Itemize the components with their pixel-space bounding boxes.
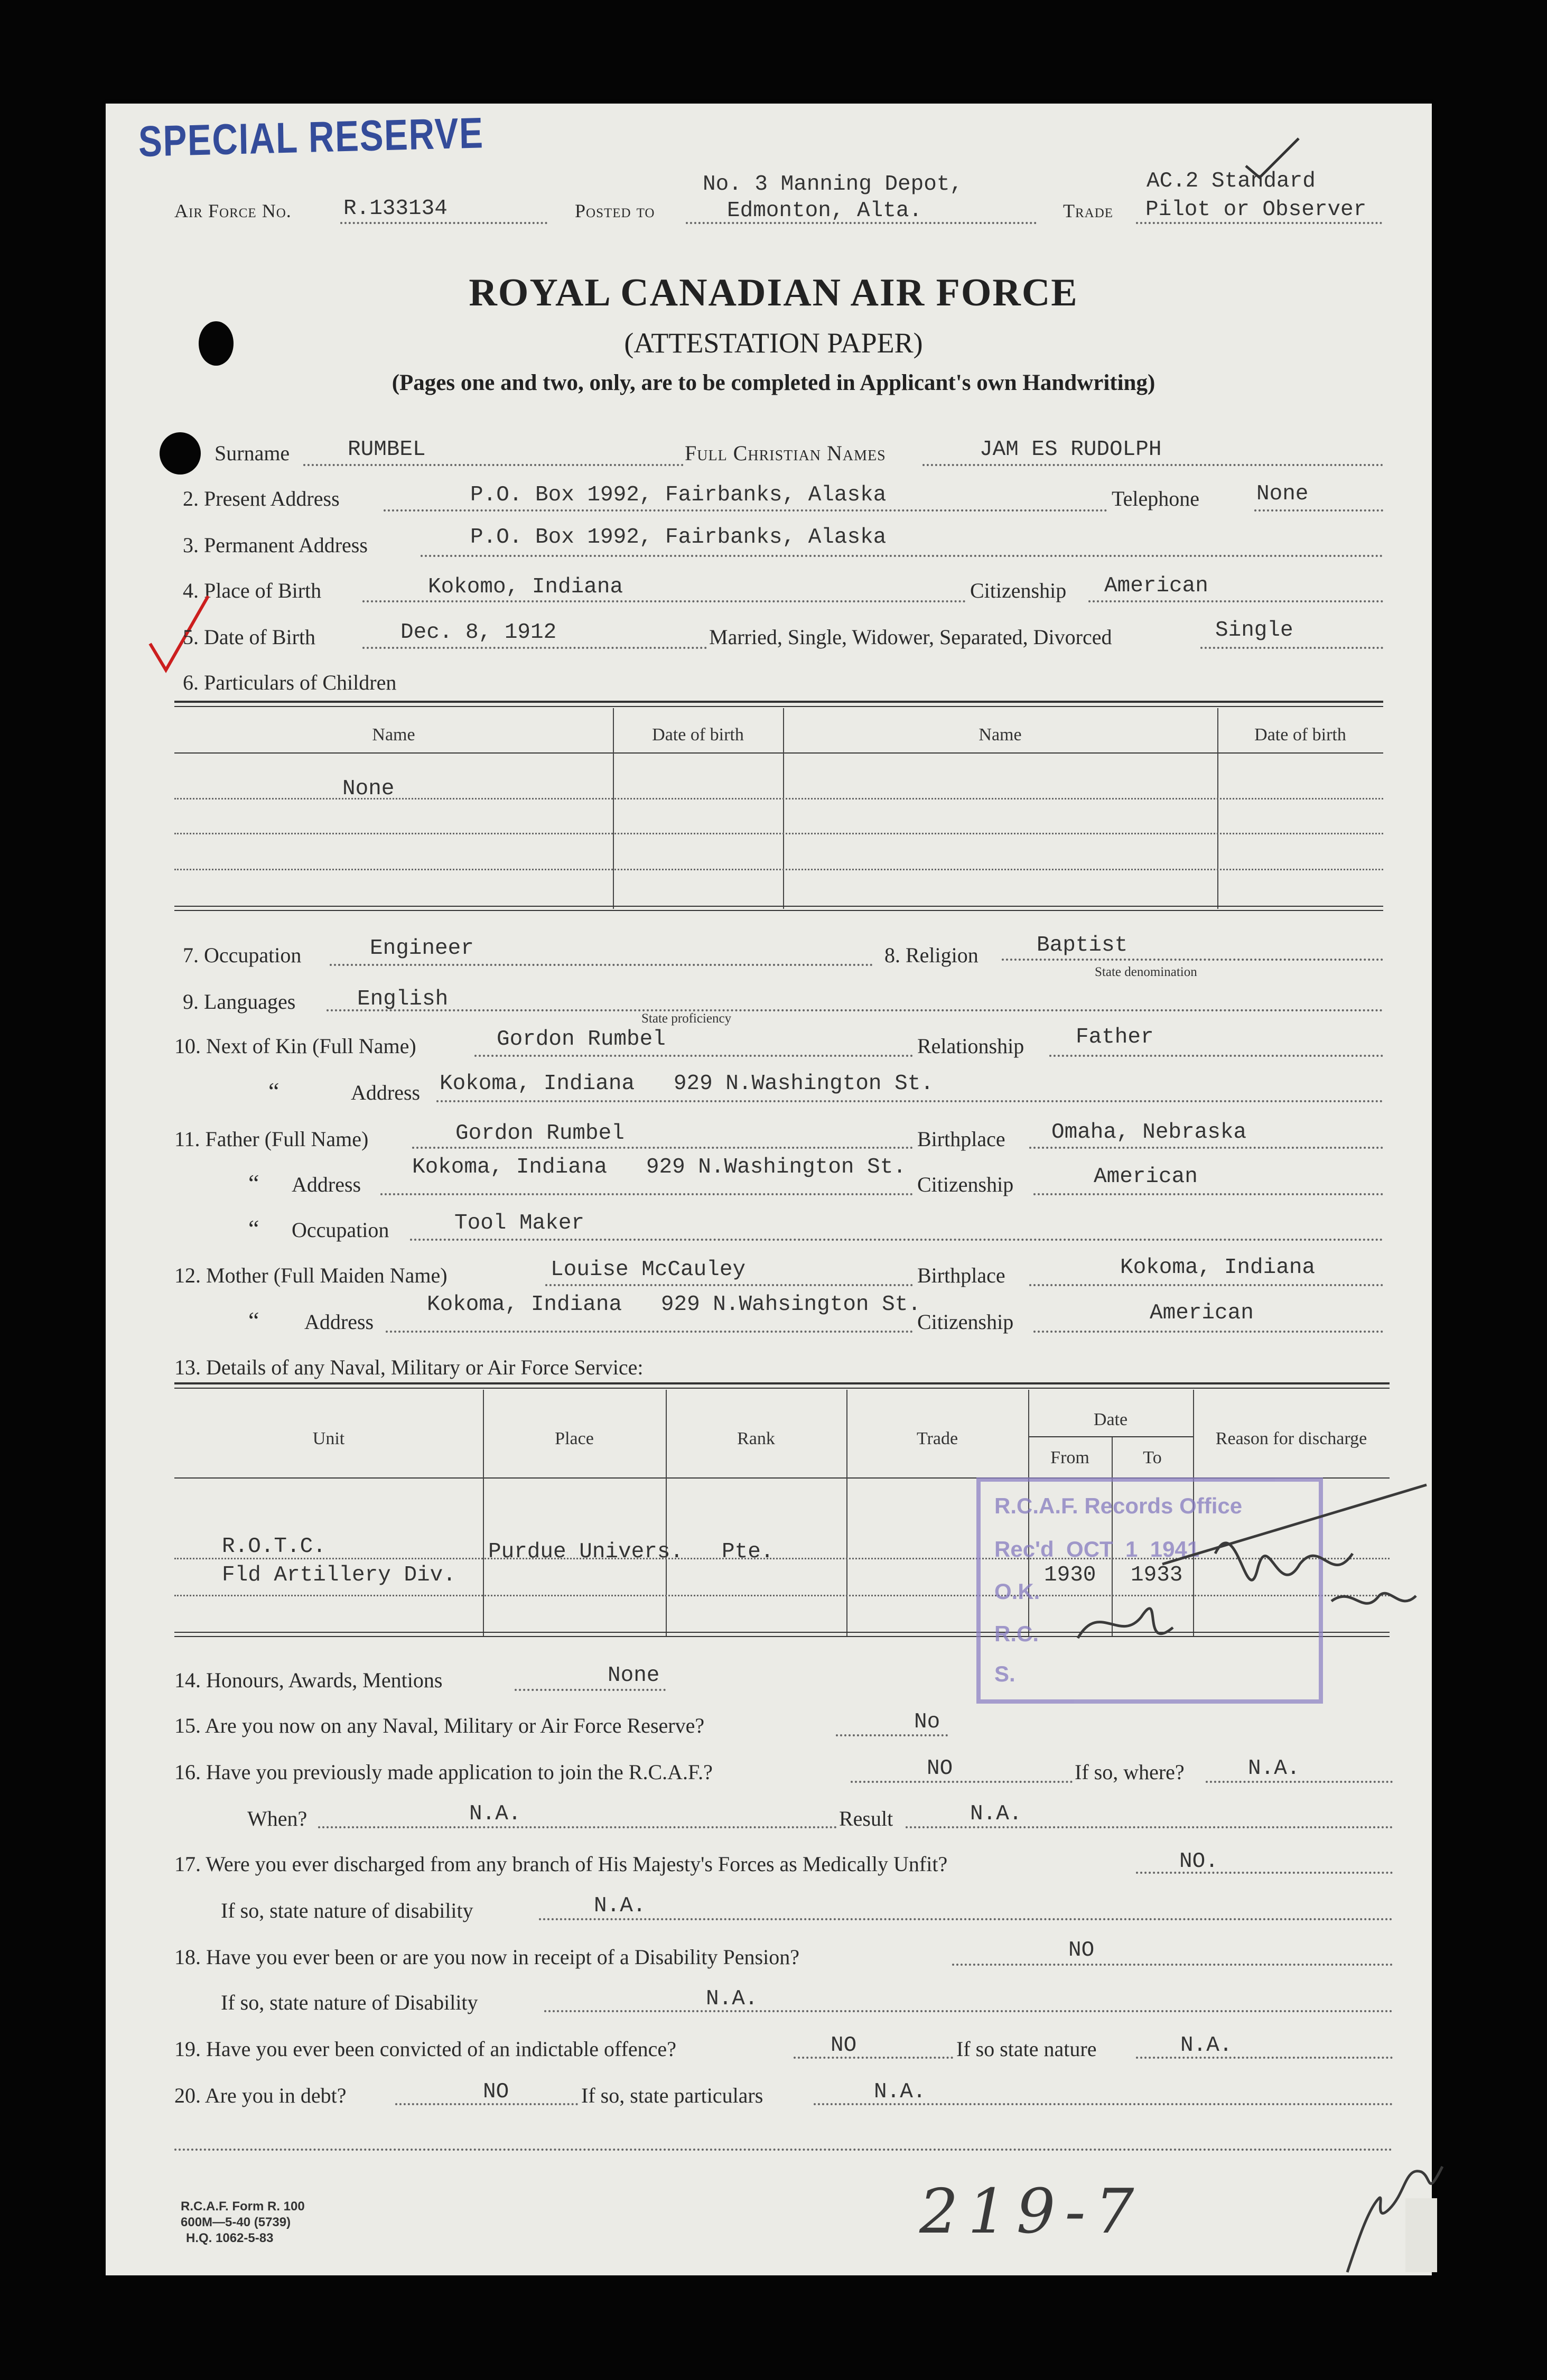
father-occupation-label: Occupation	[292, 1218, 389, 1242]
telephone-label: Telephone	[1112, 487, 1200, 510]
service-table-top2	[174, 1388, 1390, 1389]
service-header-date: Date	[1093, 1410, 1128, 1429]
children-row-line-1	[174, 798, 1383, 799]
special-reserve-stamp: SPECIAL RESERVE	[138, 109, 484, 166]
trade-label: Trade	[1063, 200, 1114, 221]
christian-names-line	[922, 464, 1383, 466]
records-stamp-line1: R.C.A.F. Records Office	[994, 1493, 1243, 1518]
q20-particulars-line	[814, 2103, 1393, 2105]
service-header-rank: Rank	[737, 1429, 775, 1448]
service-unit-line1: R.O.T.C.	[222, 1535, 326, 1559]
service-header-to: To	[1143, 1448, 1162, 1467]
permanent-address-value: P.O. Box 1992, Fairbanks, Alaska	[470, 525, 887, 550]
permanent-address-label: 3. Permanent Address	[183, 533, 368, 557]
records-stamp-line3: O.K.	[994, 1579, 1040, 1604]
service-col-divider-3	[846, 1390, 847, 1636]
records-stamp-line2: Rec'd OCT 1 1941	[994, 1537, 1200, 1561]
records-stamp-line4: R.C.	[994, 1621, 1039, 1646]
father-occupation-value: Tool Maker	[454, 1211, 585, 1235]
q14-answer: None	[608, 1663, 660, 1688]
children-header-dob-1: Date of birth	[652, 725, 744, 745]
form-title: ROYAL CANADIAN AIR FORCE	[469, 271, 1078, 314]
citizenship-value: American	[1104, 574, 1208, 598]
children-row-line-2	[174, 833, 1383, 834]
form-instruction: (Pages one and two, only, are to be completed in Applicant's own Handwriting)	[392, 370, 1155, 395]
father-name-value: Gordon Rumbel	[455, 1121, 625, 1146]
q16-when-answer: N.A.	[469, 1802, 521, 1826]
father-occupation-line	[410, 1239, 1383, 1241]
air-force-no-label: Air Force No.	[174, 200, 292, 221]
children-header-name-1: Name	[372, 725, 415, 745]
q15-line	[836, 1734, 948, 1736]
relationship-label: Relationship	[917, 1034, 1024, 1058]
christian-names-label: Full Christian Names	[685, 441, 886, 465]
trade-line2: Pilot or Observer	[1145, 198, 1367, 222]
service-rank: Pte.	[722, 1540, 774, 1564]
q20-particulars-label: If so, state particulars	[581, 2084, 763, 2107]
children-table-top	[174, 701, 1383, 703]
service-place: Purdue Univers.	[488, 1540, 684, 1564]
q18-disability-line	[544, 2010, 1393, 2012]
date-of-birth-line	[362, 647, 707, 649]
q20-particulars-answer: N.A.	[874, 2080, 926, 2104]
present-address-line	[384, 509, 1107, 512]
permanent-address-line	[421, 555, 1383, 557]
marital-status-value: Single	[1215, 618, 1293, 643]
service-header-unit: Unit	[312, 1429, 345, 1448]
mother-name-value: Louise McCauley	[551, 1258, 746, 1282]
q17-disability-line	[539, 1918, 1393, 1920]
check-mark-icon	[1241, 134, 1304, 182]
form-number-line2: 600M—5-40 (5739)	[181, 2215, 291, 2229]
children-table-top2	[174, 706, 1383, 707]
children-header-name-2: Name	[978, 725, 1022, 745]
mother-citizenship-line	[1033, 1331, 1383, 1333]
citizenship-label: Citizenship	[970, 579, 1067, 602]
occupation-line	[330, 964, 873, 966]
q16-line	[851, 1781, 1073, 1783]
form-number-line3: H.Q. 1062-5-83	[186, 2231, 274, 2245]
q16-when-line	[318, 1826, 837, 1828]
kin-address-label: Address	[351, 1081, 421, 1104]
q20-extra-line	[174, 2149, 1393, 2151]
q18-answer: NO	[1068, 1938, 1095, 1963]
q16-where-answer: N.A.	[1248, 1756, 1300, 1781]
q14-line	[515, 1689, 666, 1691]
date-of-birth-value: Dec. 8, 1912	[400, 620, 557, 645]
children-entry: None	[342, 777, 395, 801]
kin-address-value: Kokoma, Indiana 929 N.Washington St.	[440, 1072, 934, 1096]
service-to: 1933	[1131, 1563, 1183, 1587]
mother-birthplace-label: Birthplace	[917, 1263, 1005, 1287]
form-number-line1: R.C.A.F. Form R. 100	[181, 2199, 305, 2214]
father-ditto-1: “	[248, 1169, 259, 1196]
languages-line	[327, 1009, 1383, 1011]
father-birthplace-line	[1029, 1147, 1383, 1149]
initials-scribble	[1316, 2145, 1453, 2283]
q16-label: 16. Have you previously made application to join the R.C.A.F.?	[174, 1760, 713, 1784]
religion-note: State denomination	[1095, 965, 1197, 979]
father-ditto-2: “	[248, 1215, 259, 1242]
q17-answer: NO.	[1179, 1849, 1218, 1874]
father-name-line	[412, 1147, 913, 1149]
kin-ditto: “	[268, 1077, 279, 1104]
service-header-reason: Reason for discharge	[1215, 1429, 1367, 1448]
q19-nature-answer: N.A.	[1180, 2033, 1233, 2058]
q17-disability-answer: N.A.	[594, 1894, 646, 1918]
q19-label: 19. Have you ever been convicted of an indictable offence?	[174, 2037, 676, 2061]
date-of-birth-label: 5. Date of Birth	[183, 625, 316, 649]
punch-hole-bottom	[160, 432, 201, 475]
q19-nature-line	[1136, 2057, 1393, 2059]
handwritten-file-number: 219-7	[919, 2176, 1144, 2247]
q19-nature-label: If so state nature	[956, 2037, 1097, 2061]
service-col-divider-1	[483, 1390, 484, 1636]
father-citizenship-value: American	[1094, 1165, 1198, 1189]
q18-label: 18. Have you ever been or are you now in receipt of a Disability Pension?	[174, 1945, 799, 1969]
next-of-kin-value: Gordon Rumbel	[497, 1027, 666, 1052]
marital-status-line	[1200, 647, 1383, 649]
records-stamp-line5: S.	[994, 1661, 1015, 1686]
present-address-label: 2. Present Address	[183, 487, 340, 510]
place-of-birth-label: 4. Place of Birth	[183, 579, 322, 602]
q19-answer: NO	[831, 2033, 857, 2058]
service-col-divider-2	[666, 1390, 667, 1636]
q20-answer: NO	[483, 2080, 509, 2104]
q20-line	[395, 2103, 578, 2105]
q18-disability-answer: N.A.	[706, 1987, 758, 2011]
next-of-kin-label: 10. Next of Kin (Full Name)	[174, 1034, 416, 1058]
service-details-label: 13. Details of any Naval, Military or Air Force Service:	[174, 1355, 644, 1379]
languages-value: English	[357, 987, 449, 1011]
q16-answer: NO	[927, 1756, 953, 1781]
air-force-no-line	[340, 222, 547, 224]
q16-where-label: If so, where?	[1075, 1760, 1185, 1784]
place-of-birth-line	[362, 600, 966, 602]
mother-address-label: Address	[304, 1310, 374, 1334]
occupation-label: 7. Occupation	[183, 943, 302, 967]
place-of-birth-value: Kokomo, Indiana	[428, 575, 623, 599]
service-header-place: Place	[555, 1429, 594, 1448]
father-birthplace-value: Omaha, Nebraska	[1051, 1120, 1247, 1145]
q19-line	[794, 2057, 953, 2059]
q15-answer: No	[914, 1710, 940, 1734]
father-citizenship-label: Citizenship	[917, 1173, 1014, 1196]
children-table-header-rule	[174, 752, 1383, 754]
service-table-top	[174, 1382, 1390, 1384]
form-subtitle: (ATTESTATION PAPER)	[624, 327, 923, 359]
service-header-trade: Trade	[916, 1429, 958, 1448]
mother-citizenship-value: American	[1150, 1301, 1254, 1325]
father-citizenship-line	[1033, 1193, 1383, 1195]
children-label: 6. Particulars of Children	[183, 671, 397, 694]
relationship-line	[1049, 1055, 1383, 1057]
service-header-from: From	[1050, 1448, 1089, 1467]
father-address-line	[380, 1193, 913, 1195]
service-date-split-rule	[1028, 1436, 1193, 1437]
q16-when-label: When?	[247, 1807, 307, 1830]
children-header-dob-2: Date of birth	[1254, 725, 1346, 745]
father-birthplace-label: Birthplace	[917, 1127, 1005, 1151]
children-table-bottom	[174, 906, 1383, 907]
telephone-line	[1254, 509, 1383, 512]
religion-label: 8. Religion	[884, 943, 978, 967]
mother-address-line	[386, 1331, 913, 1333]
mother-address-value: Kokoma, Indiana 929 N.Wahsington St.	[427, 1293, 921, 1317]
q16-result-line	[906, 1826, 1393, 1828]
mother-ditto: “	[248, 1307, 259, 1334]
mother-birthplace-value: Kokoma, Indiana	[1120, 1256, 1316, 1280]
surname-label: Surname	[215, 441, 290, 465]
occupation-value: Engineer	[370, 936, 474, 961]
service-from: 1930	[1044, 1563, 1096, 1587]
q16-result-answer: N.A.	[970, 1802, 1022, 1826]
q17-disability-label: If so, state nature of disability	[221, 1899, 473, 1922]
q15-label: 15. Are you now on any Naval, Military or Air Force Reserve?	[174, 1714, 705, 1737]
languages-label: 9. Languages	[183, 990, 296, 1014]
posted-to-line1: No. 3 Manning Depot,	[703, 172, 963, 197]
father-name-label: 11. Father (Full Name)	[174, 1127, 369, 1151]
christian-names-value: JAM ES RUDOLPH	[980, 438, 1162, 462]
q17-label: 17. Were you ever discharged from any branch of His Majesty's Forces as Medically Unfit?	[174, 1852, 948, 1876]
mother-name-label: 12. Mother (Full Maiden Name)	[174, 1263, 448, 1287]
q18-line	[952, 1964, 1393, 1966]
kin-address-line	[436, 1100, 1383, 1102]
surname-line	[303, 464, 684, 466]
service-unit-line2: Fld Artillery Div.	[222, 1563, 456, 1587]
mother-birthplace-line	[1029, 1284, 1383, 1286]
next-of-kin-line	[474, 1055, 913, 1057]
children-table-bottom2	[174, 910, 1383, 911]
languages-note: State proficiency	[641, 1011, 732, 1026]
q20-label: 20. Are you in debt?	[174, 2084, 347, 2107]
marital-status-label: Married, Single, Widower, Separated, Divorced	[709, 625, 1112, 649]
religion-line	[1002, 959, 1383, 961]
surname-value: RUMBEL	[348, 438, 426, 462]
q18-disability-label: If so, state nature of Disability	[221, 1991, 478, 2014]
q16-where-line	[1206, 1781, 1393, 1783]
children-row-line-3	[174, 869, 1383, 870]
citizenship-line	[1088, 600, 1383, 602]
telephone-value: None	[1256, 482, 1309, 506]
air-force-no-value: R.133134	[343, 197, 448, 221]
mother-citizenship-label: Citizenship	[917, 1310, 1014, 1334]
q17-line	[1136, 1872, 1393, 1874]
q16-result-label: Result	[839, 1807, 893, 1830]
relationship-value: Father	[1076, 1025, 1154, 1049]
posted-to-line2: Edmonton, Alta.	[727, 199, 922, 223]
present-address-value: P.O. Box 1992, Fairbanks, Alaska	[470, 483, 887, 507]
religion-value: Baptist	[1037, 933, 1128, 957]
signature-scribble	[1057, 1480, 1437, 1659]
posted-to-line	[686, 222, 1037, 224]
father-address-value: Kokoma, Indiana 929 N.Washington St.	[412, 1155, 906, 1179]
posted-to-label: Posted to	[575, 200, 655, 221]
trade-line	[1136, 222, 1382, 224]
mother-name-line	[545, 1284, 913, 1286]
father-address-label: Address	[292, 1173, 361, 1196]
q14-label: 14. Honours, Awards, Mentions	[174, 1668, 443, 1692]
trade-line1: AC.2 Standard	[1147, 169, 1316, 193]
